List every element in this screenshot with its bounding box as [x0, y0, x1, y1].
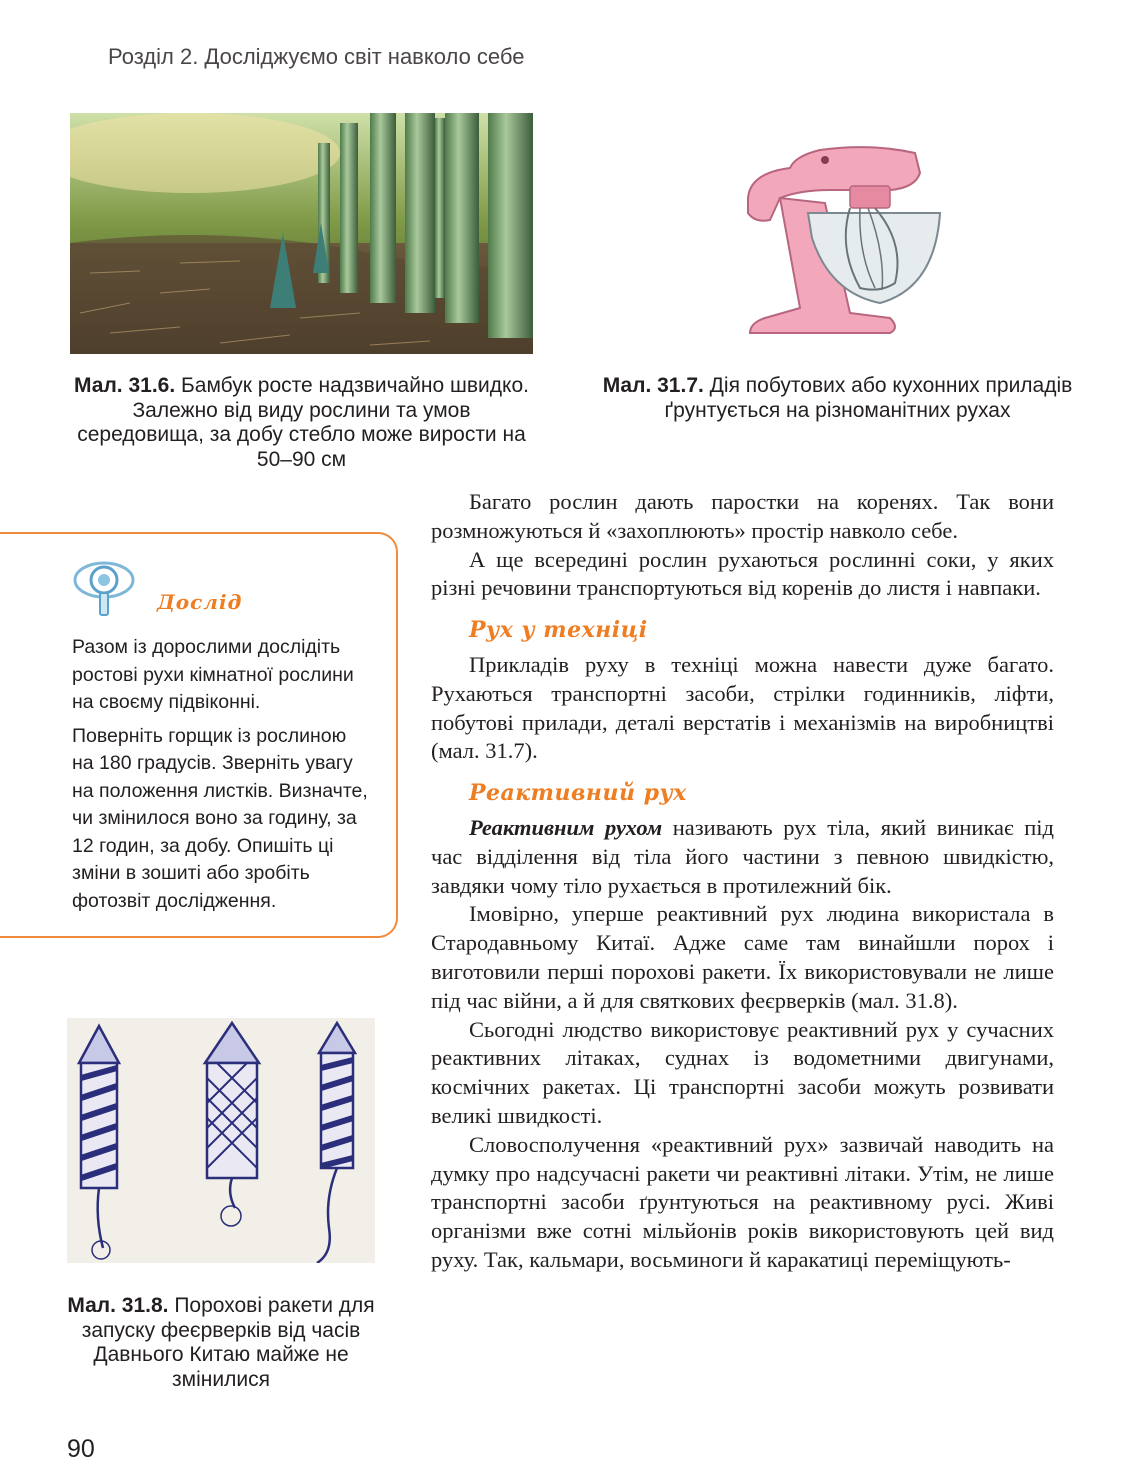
definition-text: називають рух тіла, який виникає під час відділення від тіла його частини з певною швидкістю, завдяки чому тіло рухається в протилежний бік.: [431, 814, 1054, 898]
figure-caption-31-8: [60, 1294, 382, 1392]
figure-caption-31-7: [590, 374, 1085, 423]
body-paragraph: Імовірно, уперше реактивний рух людина використала в Стародавньому Китаї. Адже саме там винайшли порох і виготовили перші порохові ракети. Їх використовували не лише під час війни, а й для святкових феєрверків (мал. 31.8).: [431, 901, 1054, 1013]
body-paragraph: Словосполучення «реактивний рух» зазвичай наводить на думку про надсучасні ракети чи реактивні літаки. Утім, не лише транспортні засоби ґрунтуються на реактивному русі. Живі організми вже сотні мільйонів років використовують цей вид руху. Так, кальмари, восьминоги й каракатиці переміщують-: [431, 1131, 1054, 1272]
body-paragraph: Прикладів руху в техніці можна навести дуже багато. Рухаються транспортні засоби, стрілки годинників, ліфти, побутові прилади, деталі верстатів і механізмів на виробництві (мал. 31.7).: [431, 651, 1054, 764]
figure-caption-text: Порохові ракети для запуску феєрверків від часів Давнього Китаю майже не змінилися: [81, 1294, 375, 1391]
bamboo-photo: [70, 113, 533, 354]
page-number: 90: [67, 1435, 95, 1463]
body-paragraph: Багато рослин дають паростки на коренях. Так вони розмножуються й «захоплюють» простір навколо себе.: [431, 489, 1054, 543]
section-heading-technics: Рух у техніці: [469, 617, 648, 644]
magnifier-eye-icon: [72, 558, 136, 620]
figure-caption-31-6: [70, 374, 533, 472]
figure-caption-text: Бамбук росте надзвичайно швидко. Залежно від виду рослини та умов середовища, за добу стебло може вирости на 50–90 см: [77, 374, 529, 471]
figure-caption-text: Дія побутових або кухонних приладів ґрунтується на різноманітних рухах: [664, 374, 1073, 422]
figure-number: Мал. 31.6.: [74, 374, 176, 397]
experiment-text: [72, 634, 372, 921]
main-text: [431, 488, 1054, 1275]
body-paragraph: Сьогодні людство використовує реактивний рух у сучасних реактивних літаках, суднах із водометними двигунами, космічних ракетах. Ці транспортні засоби можуть розвивати великі швидкості.: [431, 1016, 1054, 1128]
experiment-title: Дослід: [157, 590, 243, 614]
body-paragraph: [431, 814, 1054, 900]
figure-number: Мал. 31.8.: [67, 1294, 169, 1317]
running-header: Розділ 2. Досліджуємо світ навколо себе: [108, 44, 525, 69]
kitchen-mixer-illustration: [730, 128, 960, 343]
experiment-paragraph: Поверніть горщик із рослиною на 180 градусів. Зверніть увагу на положення листків. Визначте, чи змінилося воно за годину, за 12 годин, за добу. Опишіть ці зміни в зошиті або зробіть фотозвіт дослідження.: [72, 724, 368, 912]
definition-term: Реактивним рухом: [469, 814, 663, 840]
section-heading-jet-motion: Реактивний рух: [469, 780, 687, 807]
figure-number: Мал. 31.7.: [602, 374, 704, 397]
body-paragraph: А ще всередині рослин рухаються рослинні соки, у яких різні речовини транспортуються від коренів до листя і навпаки.: [431, 546, 1054, 601]
firework-rockets-drawing: [67, 1018, 375, 1263]
experiment-paragraph: Разом із дорослими дослідіть ростові рухи кімнатної рослини на своєму підвіконні.: [72, 636, 354, 713]
